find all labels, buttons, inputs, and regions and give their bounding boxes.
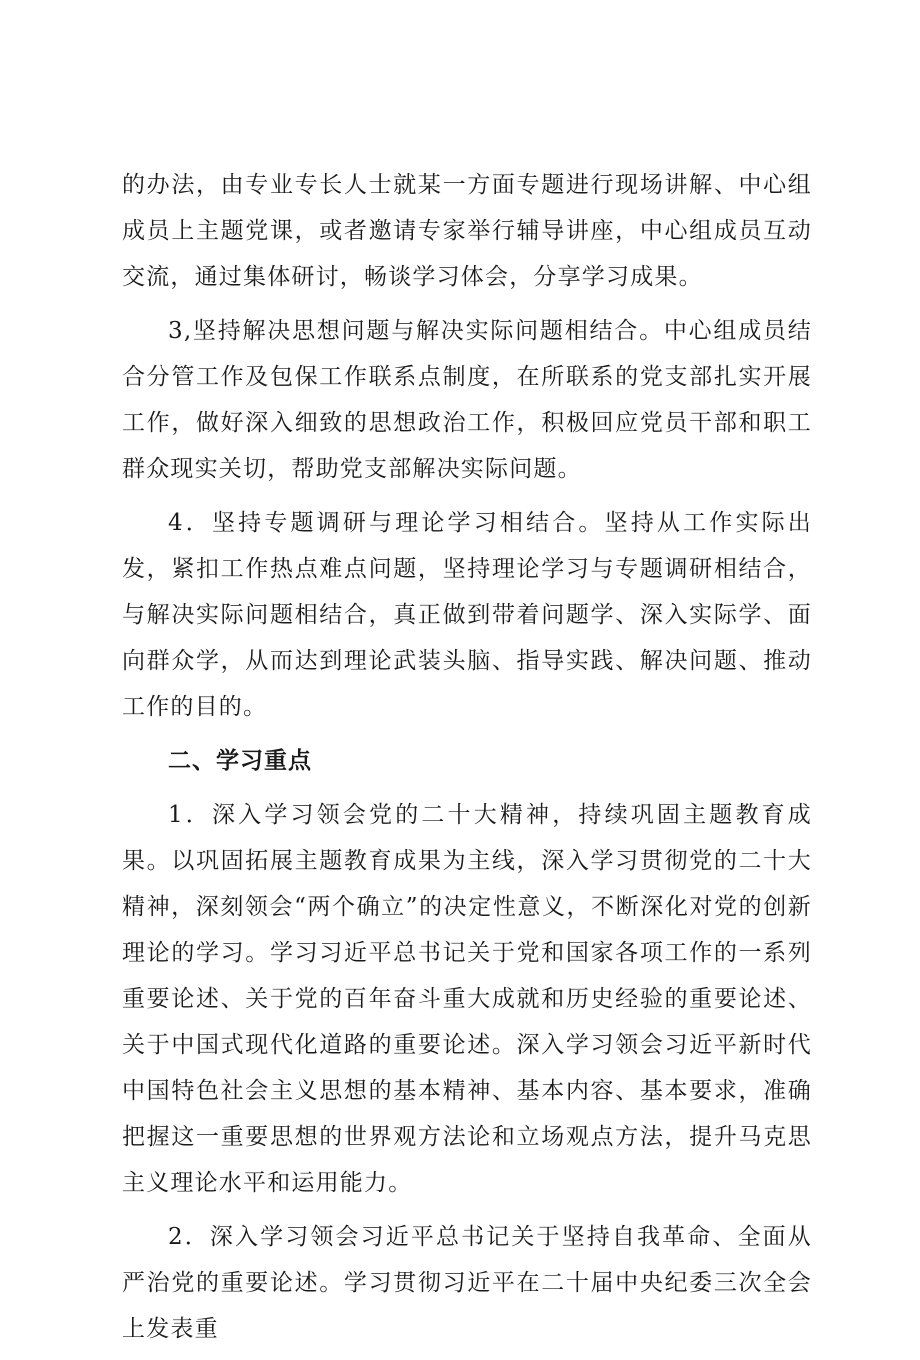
- paragraph-item-4: 4．坚持专题调研与理论学习相结合。坚持从工作实际出发，紧扣工作热点难点问题，坚持理论学习与专题调研相结合，与解决实际问题相结合，真正做到带着问题学、深入实际学、面向群众学，从而达到理论武装头脑、指导实践、解决问题、推动工作的目的。: [122, 510, 812, 720]
- paragraph-focus-2: 2．深入学习领会习近平总书记关于坚持自我革命、全面从严治党的重要论述。学习贯彻习近平在二十届中央纪委三次全会上发表重: [122, 1224, 812, 1342]
- paragraph-focus-1: 1．深入学习领会党的二十大精神，持续巩固主题教育成果。以巩固拓展主题教育成果为主线，深入学习贯彻党的二十大精神，深刻领会“两个确立”的决定性意义，不断深化对党的创新理论的学习。学习习近平总书记关于党和国家各项工作的一系列重要论述、关于党的百年奋斗重大成就和历史经验的重要论述、关于中国式现代化道路的重要论述。深入学习领会习近平新时代中国特色社会主义思想的基本精神、基本内容、基本要求，准确把握这一重要思想的世界观方法论和立场观点方法，提升马克思主义理论水平和运用能力。: [122, 802, 812, 1196]
- section-heading: 二、学习重点: [168, 748, 312, 774]
- paragraph-item-3: 3,坚持解决思想问题与解决实际问题相结合。中心组成员结合分管工作及包保工作联系点制度，在所联系的党支部扎实开展工作，做好深入细致的思想政治工作，积极回应党员干部和职工群众现实关切，帮助党支部解决实际问题。: [122, 318, 812, 482]
- document-body: [122, 162, 812, 1360]
- paragraph-continuation: 的办法，由专业专长人士就某一方面专题进行现场讲解、中心组成员上主题党课，或者邀请专家举行辅导讲座，中心组成员互动交流，通过集体研讨，畅谈学习体会，分享学习成果。: [122, 172, 812, 290]
